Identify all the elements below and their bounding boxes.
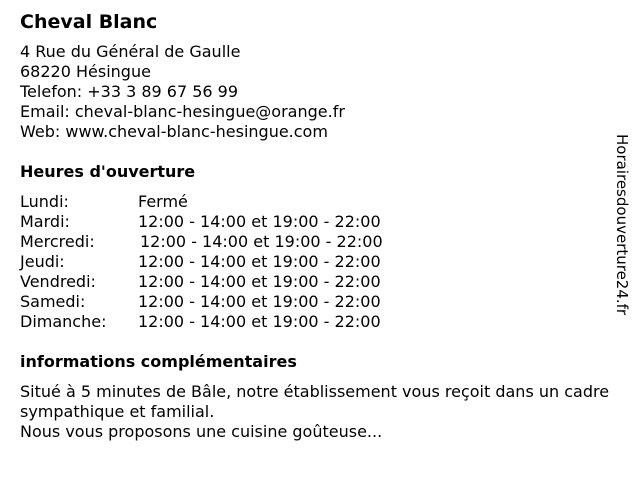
info-paragraph-2: Nous vous proposons une cuisine goûteuse...	[20, 422, 383, 441]
hours-row-samedi	[20, 292, 620, 312]
hours-row-lundi	[20, 192, 620, 212]
address-city: 68220 Hésingue	[20, 62, 151, 81]
business-name: Cheval Blanc	[20, 11, 158, 33]
website-line: Web: www.cheval-blanc-hesingue.com	[20, 122, 328, 141]
hours-day: Vendredi:	[20, 272, 96, 291]
hours-value: 12:00 - 14:00 et 19:00 - 22:00	[138, 292, 381, 311]
hours-value: 12:00 - 14:00 et 19:00 - 22:00	[140, 232, 383, 251]
side-brand-watermark	[612, 134, 632, 374]
additional-info-heading: informations complémentaires	[20, 352, 297, 371]
hours-value: 12:00 - 14:00 et 19:00 - 22:00	[138, 272, 381, 291]
hours-row-mercredi	[20, 232, 620, 252]
address-street: 4 Rue du Général de Gaulle	[20, 42, 241, 61]
hours-day: Mardi:	[20, 212, 70, 231]
additional-info-text	[20, 382, 620, 442]
info-paragraph-1: Situé à 5 minutes de Bâle, notre établissement vous reçoit dans un cadre sympathique et familial.	[20, 382, 610, 421]
hours-day: Mercredi:	[20, 232, 95, 251]
hours-row-dimanche	[20, 312, 620, 332]
email-line: Email: cheval-blanc-hesingue@orange.fr	[20, 102, 345, 121]
hours-day: Lundi:	[20, 192, 69, 211]
opening-hours-heading: Heures d'ouverture	[20, 162, 196, 181]
opening-hours-table	[20, 192, 620, 332]
business-card	[20, 8, 620, 442]
hours-day: Samedi:	[20, 292, 86, 311]
side-brand-text: Horairesdouverture24.fr	[613, 134, 631, 316]
hours-value: 12:00 - 14:00 et 19:00 - 22:00	[138, 252, 381, 271]
hours-value: 12:00 - 14:00 et 19:00 - 22:00	[138, 312, 381, 331]
hours-day: Jeudi:	[20, 252, 65, 271]
phone-line: Telefon: +33 3 89 67 56 99	[20, 82, 239, 101]
hours-row-mardi	[20, 212, 620, 232]
hours-value: 12:00 - 14:00 et 19:00 - 22:00	[138, 212, 381, 231]
hours-value: Fermé	[138, 192, 188, 211]
hours-row-jeudi	[20, 252, 620, 272]
hours-row-vendredi	[20, 272, 620, 292]
hours-day: Dimanche:	[20, 312, 107, 331]
